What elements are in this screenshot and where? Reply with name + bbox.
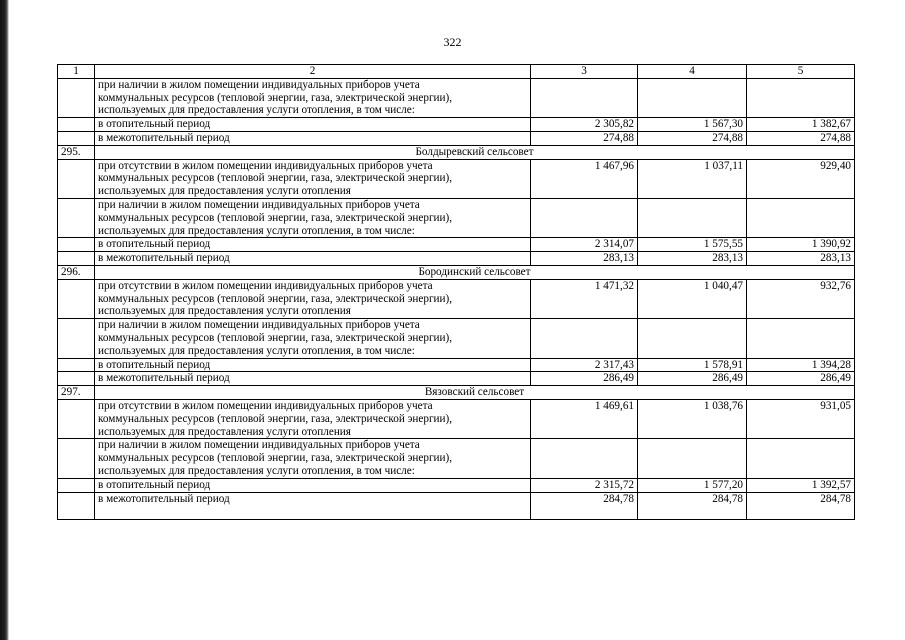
value-cell: 274,88 (531, 131, 638, 145)
description-line: коммунальных ресурсов (тепловой энергии, газа, электрической энергии), (98, 452, 453, 465)
value-cell: 1 037,11 (638, 159, 747, 198)
num-cell (58, 279, 95, 318)
table-row (58, 492, 855, 519)
description-line: коммунальных ресурсов (тепловой энергии, газа, электрической энергии), (98, 91, 453, 104)
description-line: используемых для предоставления услуги отопления (98, 185, 351, 198)
offseason-label: в межотопительный период (95, 131, 531, 145)
section-title: Вязовский сельсовет (95, 386, 855, 400)
value-cell: 286,49 (638, 372, 747, 386)
value-cell: 1 578,91 (638, 358, 747, 372)
scan-edge-shadow (0, 0, 9, 640)
num-cell (58, 372, 95, 386)
offseason-label: в межотопительный период (95, 252, 531, 266)
value-cell: 286,49 (747, 372, 855, 386)
num-cell (58, 399, 95, 438)
description-line: при отсутствии в жилом помещении индивидуальных приборов учета (98, 279, 433, 292)
header-col-1: 1 (58, 65, 95, 79)
tariff-table (57, 64, 855, 520)
value-cell (531, 439, 638, 478)
value-cell: 1 382,67 (747, 118, 855, 132)
table-row (58, 319, 855, 358)
num-cell (58, 238, 95, 252)
section-row (58, 386, 855, 400)
value-cell: 284,78 (531, 492, 638, 519)
offseason-label: в межотопительный период (95, 372, 531, 386)
heating-label: в отопительный период (95, 478, 531, 492)
value-cell (747, 198, 855, 237)
description-cell (95, 78, 531, 117)
value-cell: 1 471,32 (531, 279, 638, 318)
description-line: при наличии в жилом помещении индивидуальных приборов учета (98, 78, 420, 91)
num-cell (58, 252, 95, 266)
value-cell (531, 78, 638, 117)
description-line: используемых для предоставления услуги отопления (98, 305, 351, 318)
num-cell (58, 159, 95, 198)
table-row (58, 78, 855, 117)
value-cell: 274,88 (747, 131, 855, 145)
table-header-row (58, 65, 855, 79)
value-cell: 2 317,43 (531, 358, 638, 372)
value-cell: 1 567,30 (638, 118, 747, 132)
table-row (58, 399, 855, 438)
value-cell: 283,13 (638, 252, 747, 266)
value-cell (638, 439, 747, 478)
offseason-label: в межотопительный период (95, 492, 531, 519)
value-cell: 1 394,28 (747, 358, 855, 372)
table-row (58, 159, 855, 198)
value-cell: 1 577,20 (638, 478, 747, 492)
description-line: при наличии в жилом помещении индивидуальных приборов учета (98, 198, 420, 211)
num-cell (58, 78, 95, 117)
value-cell: 283,13 (531, 252, 638, 266)
value-cell (638, 319, 747, 358)
num-cell (58, 198, 95, 237)
description-line: коммунальных ресурсов (тепловой энергии, газа, электрической энергии), (98, 412, 453, 425)
description-line: при отсутствии в жилом помещении индивидуальных приборов учета (98, 399, 433, 412)
description-cell (95, 198, 531, 237)
table-row (58, 198, 855, 237)
description-cell (95, 439, 531, 478)
value-cell (747, 78, 855, 117)
value-cell: 2 305,82 (531, 118, 638, 132)
table-row (58, 358, 855, 372)
section-title: Болдыревский сельсовет (95, 145, 855, 159)
heating-label: в отопительный период (95, 358, 531, 372)
value-cell: 283,13 (747, 252, 855, 266)
table-row (58, 279, 855, 318)
value-cell: 1 390,92 (747, 238, 855, 252)
value-cell: 2 314,07 (531, 238, 638, 252)
value-cell (638, 198, 747, 237)
section-number: 297. (58, 386, 95, 400)
description-line: используемых для предоставления услуги отопления, в том числе: (98, 464, 415, 477)
table-row (58, 439, 855, 478)
description-line: коммунальных ресурсов (тепловой энергии, газа, электрической энергии), (98, 172, 453, 185)
heating-label: в отопительный период (95, 118, 531, 132)
num-cell (58, 358, 95, 372)
section-number: 296. (58, 265, 95, 279)
num-cell (58, 478, 95, 492)
page-number: 322 (443, 35, 462, 49)
header-col-3: 3 (531, 65, 638, 79)
num-cell (58, 118, 95, 132)
table-row (58, 372, 855, 386)
value-cell: 2 315,72 (531, 478, 638, 492)
value-cell: 284,78 (747, 492, 855, 519)
value-cell: 1 575,55 (638, 238, 747, 252)
description-line: используемых для предоставления услуги отопления, в том числе: (98, 344, 415, 357)
heating-label: в отопительный период (95, 238, 531, 252)
description-line: коммунальных ресурсов (тепловой энергии, газа, электрической энергии), (98, 211, 453, 224)
value-cell: 1 392,57 (747, 478, 855, 492)
num-cell (58, 131, 95, 145)
value-cell (531, 198, 638, 237)
description-line: коммунальных ресурсов (тепловой энергии, газа, электрической энергии), (98, 331, 453, 344)
description-line: используемых для предоставления услуги отопления, в том числе: (98, 224, 415, 237)
value-cell (747, 439, 855, 478)
description-line: используемых для предоставления услуги отопления, в том числе: (98, 104, 415, 117)
value-cell (747, 319, 855, 358)
value-cell: 1 040,47 (638, 279, 747, 318)
value-cell: 284,78 (638, 492, 747, 519)
description-cell (95, 319, 531, 358)
description-cell (95, 159, 531, 198)
description-cell (95, 399, 531, 438)
value-cell: 932,76 (747, 279, 855, 318)
description-line: при наличии в жилом помещении индивидуальных приборов учета (98, 319, 420, 332)
table-row (58, 131, 855, 145)
value-cell: 1 467,96 (531, 159, 638, 198)
section-number: 295. (58, 145, 95, 159)
value-cell (638, 78, 747, 117)
description-cell (95, 279, 531, 318)
table-row (58, 118, 855, 132)
header-col-5: 5 (747, 65, 855, 79)
description-line: используемых для предоставления услуги отопления (98, 425, 351, 438)
table-row (58, 238, 855, 252)
value-cell: 929,40 (747, 159, 855, 198)
header-col-2: 2 (95, 65, 531, 79)
num-cell (58, 319, 95, 358)
value-cell: 931,05 (747, 399, 855, 438)
description-line: при наличии в жилом помещении индивидуальных приборов учета (98, 439, 420, 452)
description-line: при отсутствии в жилом помещении индивидуальных приборов учета (98, 159, 433, 172)
section-title: Бородинский сельсовет (95, 265, 855, 279)
table-row (58, 478, 855, 492)
table-row (58, 252, 855, 266)
header-col-4: 4 (638, 65, 747, 79)
num-cell (58, 439, 95, 478)
value-cell: 1 469,61 (531, 399, 638, 438)
section-row (58, 265, 855, 279)
description-line: коммунальных ресурсов (тепловой энергии, газа, электрической энергии), (98, 292, 453, 305)
num-cell (58, 492, 95, 519)
section-row (58, 145, 855, 159)
value-cell: 1 038,76 (638, 399, 747, 438)
value-cell: 286,49 (531, 372, 638, 386)
value-cell: 274,88 (638, 131, 747, 145)
value-cell (531, 319, 638, 358)
